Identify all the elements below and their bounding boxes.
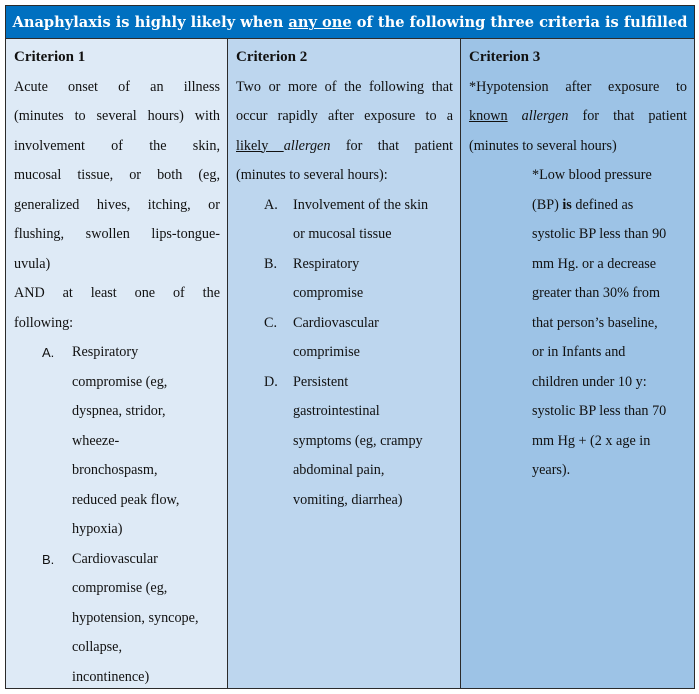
list-line: Cardiovascular xyxy=(72,550,158,567)
criterion-1-intro-line: flushing, swollen lips-tongue- xyxy=(14,226,220,242)
criterion-2-intro-line: occur rapidly after exposure to a xyxy=(236,108,453,124)
known-underlined: known xyxy=(469,108,508,124)
criterion-3-intro-line: (minutes to several hours) xyxy=(469,137,617,154)
list-line: hypoxia) xyxy=(72,521,123,537)
list-line: collapse, xyxy=(72,639,123,655)
list-line: vomiting, diarrhea) xyxy=(293,491,403,508)
list-marker: D. xyxy=(264,373,278,390)
allergen-italic: allergen xyxy=(283,137,331,154)
list-line: hypotension, syncope, xyxy=(72,609,199,626)
list-line: Respiratory xyxy=(72,344,139,360)
criterion-3-intro-line: *Hypotension after exposure to xyxy=(469,78,687,95)
criterion-2-item-a xyxy=(236,191,453,250)
criterion-3-intro-line xyxy=(469,102,687,132)
criterion-2-item-d xyxy=(236,368,453,516)
list-line: reduced peak flow, xyxy=(72,491,180,508)
list-item-text xyxy=(293,368,453,516)
criterion-3-title: Criterion 3 xyxy=(469,49,541,65)
note-text: defined as xyxy=(571,196,634,213)
criterion-1-intro-line: (minutes to several hours) with xyxy=(14,108,220,124)
likely-underlined: likely xyxy=(236,137,284,154)
list-line: compromise (eg, xyxy=(72,373,168,390)
list-line: incontinence) xyxy=(72,668,150,685)
bp-note-line: *Low blood pressure xyxy=(532,167,652,183)
criterion-1-intro-line: AND at least one of the xyxy=(14,285,220,301)
criterion-1-title: Criterion 1 xyxy=(14,49,86,65)
list-line: dyspnea, stridor, xyxy=(72,403,166,419)
bp-note xyxy=(469,161,687,486)
criterion-1-intro-line: following: xyxy=(14,314,74,331)
list-line: Involvement of the skin xyxy=(293,196,429,213)
intro-text: for that patient xyxy=(568,108,687,124)
list-marker: A. xyxy=(264,196,278,213)
bp-note-line: greater than 30% from xyxy=(532,285,661,301)
list-line: symptoms (eg, crampy xyxy=(293,432,423,449)
criterion-1-intro-line: mucosal tissue, or both (eg, xyxy=(14,167,220,183)
criterion-3-column xyxy=(461,39,694,688)
allergen-italic: allergen xyxy=(521,108,569,124)
criterion-2-title: Criterion 2 xyxy=(236,49,308,65)
list-line: Respiratory xyxy=(293,255,360,272)
list-line: gastrointestinal xyxy=(293,403,380,419)
criterion-2-intro-line xyxy=(236,132,453,162)
list-line: comprimise xyxy=(293,344,360,360)
criterion-2-intro-line: Two or more of the following that xyxy=(236,78,453,95)
bp-note-line: systolic BP less than 90 xyxy=(532,226,667,242)
bp-note-line: or in Infants and xyxy=(532,344,626,360)
bp-note-line: children under 10 y: xyxy=(532,373,647,390)
criterion-1-item-a xyxy=(14,338,220,545)
criterion-2-item-b xyxy=(236,250,453,309)
criterion-1-intro-line: involvement of the skin, xyxy=(14,137,220,154)
criterion-1-intro-line: Acute onset of an illness xyxy=(14,78,220,95)
list-line: bronchospasm, xyxy=(72,462,158,478)
criterion-2-column xyxy=(228,39,461,688)
bp-note-line: mm Hg + (2 x age in xyxy=(532,432,651,449)
list-marker: C. xyxy=(264,314,278,331)
anaphylaxis-criteria-table xyxy=(5,5,695,689)
list-line: wheeze- xyxy=(72,432,120,449)
criterion-1-intro-line: generalized hives, itching, or xyxy=(14,196,220,213)
criterion-1-item-b xyxy=(14,545,220,693)
bp-note-line: that person’s baseline, xyxy=(532,314,658,331)
criterion-2-item-c xyxy=(236,309,453,368)
list-marker: B. xyxy=(264,255,278,272)
criterion-1-intro-line: uvula) xyxy=(14,255,51,272)
list-item-text xyxy=(293,250,453,309)
bp-note-line: mm Hg. or a decrease xyxy=(532,255,657,272)
list-line: or mucosal tissue xyxy=(293,226,392,242)
list-marker: A. xyxy=(42,345,55,360)
list-line: Persistent xyxy=(293,373,349,390)
table-header xyxy=(6,6,694,39)
criterion-1-column xyxy=(6,39,228,688)
bp-note-line: years). xyxy=(532,462,571,478)
list-line: compromise (eg, xyxy=(72,580,168,596)
intro-text: for that patient xyxy=(330,137,453,154)
criterion-2-intro-line: (minutes to several hours): xyxy=(236,167,388,183)
header-text-pre: Anaphylaxis is highly likely when xyxy=(12,14,289,31)
list-item-text xyxy=(72,338,220,545)
list-item-text xyxy=(293,191,453,250)
list-item-text xyxy=(72,545,220,693)
list-item-text xyxy=(293,309,453,368)
note-text: (BP) xyxy=(532,196,563,213)
header-text-post: of the following three criteria is fulfilled xyxy=(351,14,688,31)
note-bold-text: is xyxy=(562,196,572,213)
bp-note-line: systolic BP less than 70 xyxy=(532,403,667,419)
list-line: compromise xyxy=(293,285,364,301)
list-line: Cardiovascular xyxy=(293,314,379,331)
list-marker: B. xyxy=(42,551,55,567)
bp-note-line xyxy=(532,191,687,221)
header-text-underlined: any one xyxy=(288,14,352,31)
list-line: abdominal pain, xyxy=(293,462,385,478)
